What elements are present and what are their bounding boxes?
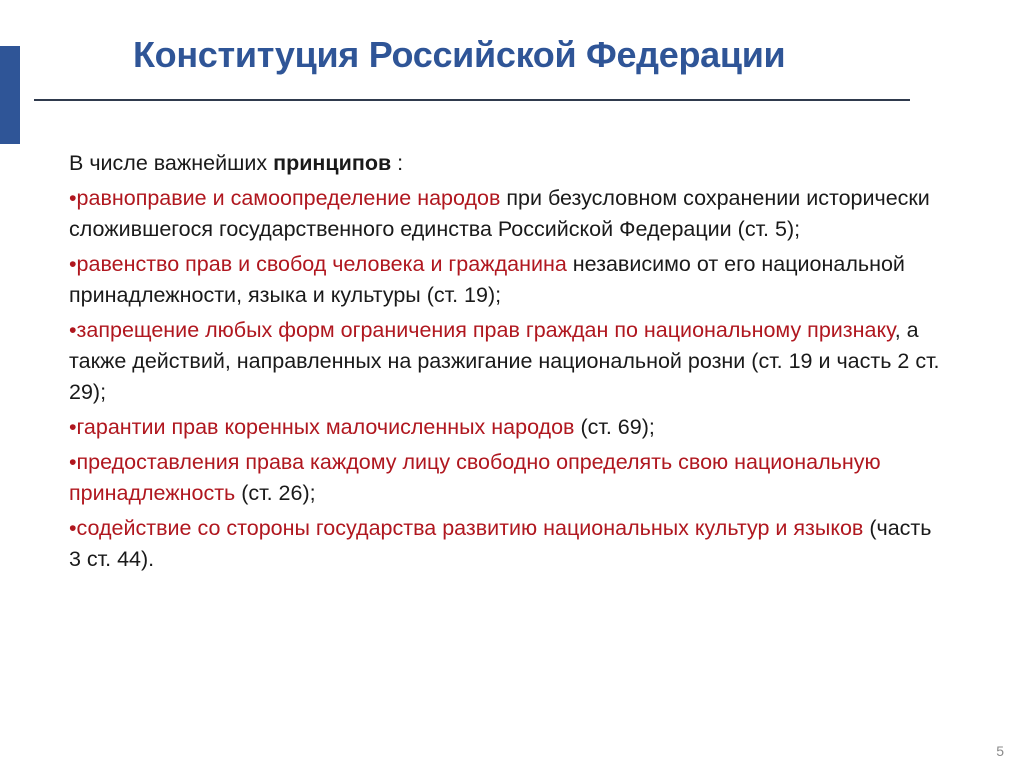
intro-bold: принципов xyxy=(273,151,392,175)
principle-highlight: предоставления права каждому лицу свободно определять свою национальную принадлежность xyxy=(69,450,881,505)
principle-rest: (ст. 26); xyxy=(235,481,316,505)
bullet: • xyxy=(69,186,77,210)
bullet: • xyxy=(69,252,77,276)
title-divider xyxy=(34,99,910,101)
principle-highlight: запрещение любых форм ограничения прав граждан по национальному признаку xyxy=(76,318,895,342)
intro-line xyxy=(69,148,949,179)
principle-highlight: гарантии прав коренных малочисленных народов xyxy=(76,415,575,439)
page-number: 5 xyxy=(996,743,1004,759)
principle-rest: при безусловном сохранении исторически сложившегося государственного единства Российской Федерации (ст. 5); xyxy=(69,186,930,241)
principle-item xyxy=(69,249,949,311)
principle-rest: независимо от его национальной принадлежности, языка и культуры (ст. 19); xyxy=(69,252,905,307)
principle-rest: , а также действий, направленных на разжигание национальной розни (ст. 19 и часть 2 ст. 29); xyxy=(69,318,940,404)
bullet: • xyxy=(69,415,77,439)
principle-rest: (часть 3 ст. 44). xyxy=(69,516,932,571)
intro-prefix: В числе важнейших xyxy=(69,151,274,175)
principle-highlight: равенство прав и свобод человека и гражданина xyxy=(76,252,567,276)
bullet: • xyxy=(69,318,77,342)
principle-item xyxy=(69,513,949,575)
principle-rest: (ст. 69); xyxy=(574,415,655,439)
slide-title: Конституция Российской Федерации xyxy=(133,34,786,75)
principle-item xyxy=(69,183,949,245)
principle-item xyxy=(69,447,949,509)
principle-highlight: содействие со стороны государства развитию национальных культур и языков xyxy=(76,516,864,540)
principle-item xyxy=(69,315,949,408)
slide-body xyxy=(69,148,949,579)
bullet: • xyxy=(69,516,77,540)
intro-suffix: : xyxy=(391,151,404,175)
principle-item xyxy=(69,412,949,443)
accent-bar xyxy=(0,46,20,144)
bullet: • xyxy=(69,450,77,474)
principle-highlight: равноправие и самоопределение народов xyxy=(76,186,501,210)
